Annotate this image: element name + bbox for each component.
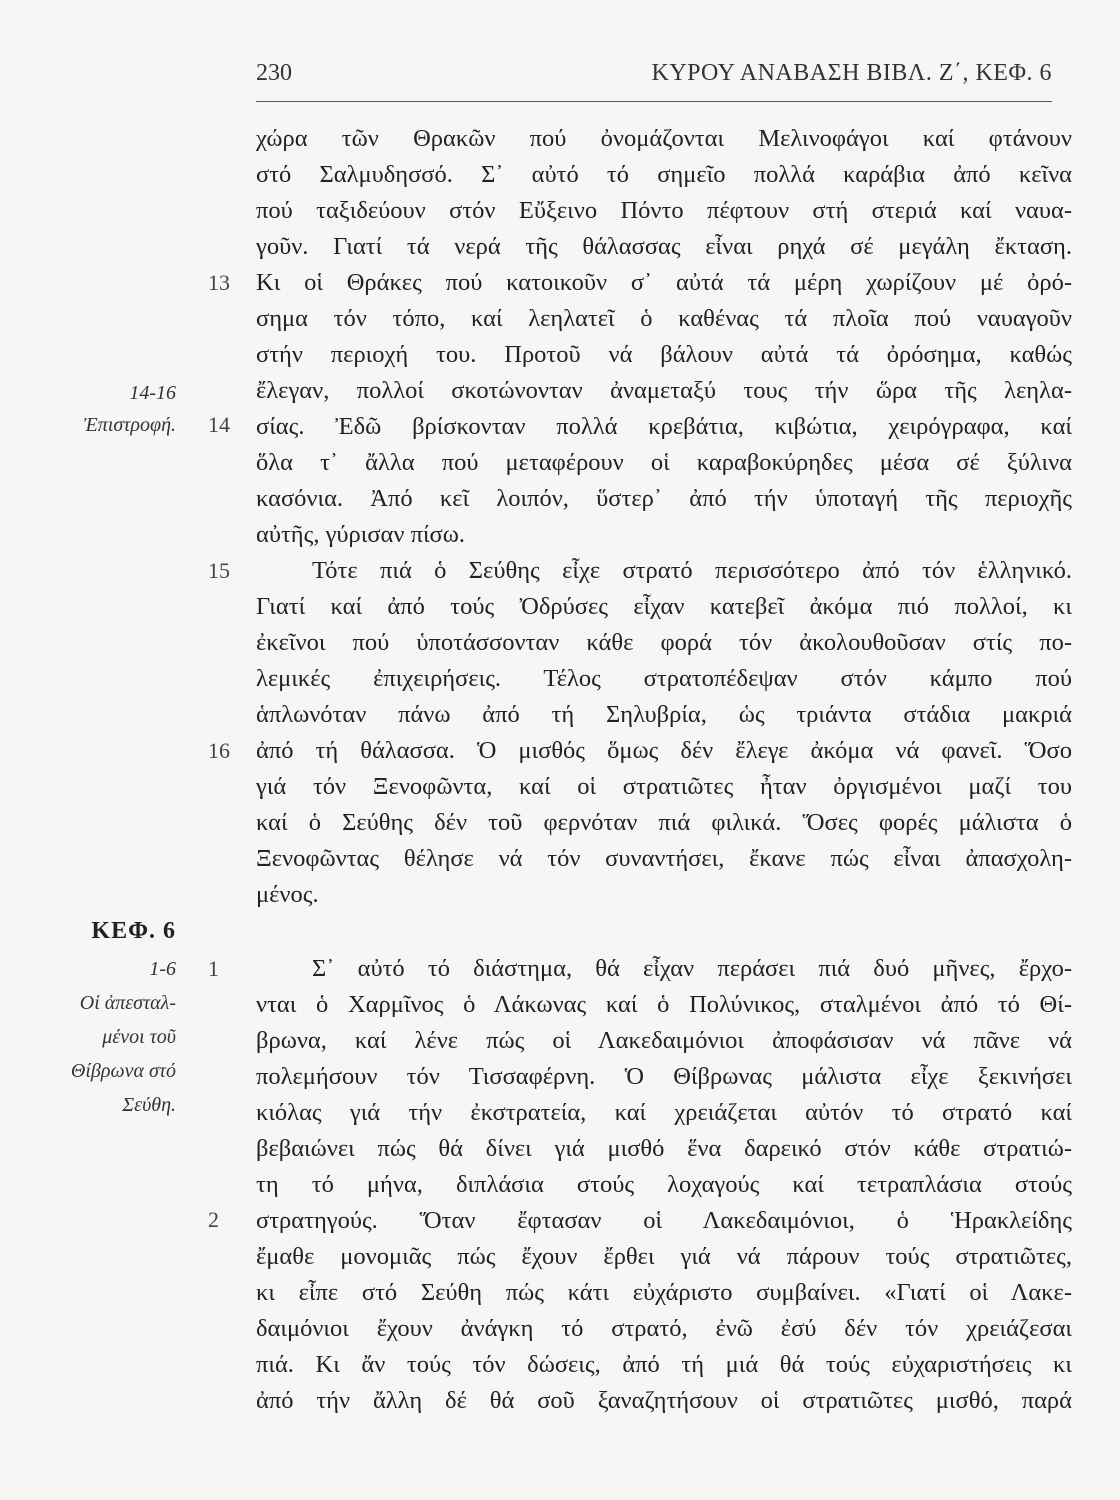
text-line: στρατηγούς. Ὅταν ἔφτασαν οἱ Λακεδαιμόνιοι, ὁ Ἡρακλείδης	[256, 1207, 1072, 1234]
text-line: Ξενοφῶντας θέλησε νά τόν συναντήσει, ἔκανε πώς εἶναι ἀπασχολη-	[256, 845, 1072, 872]
text-line: Τότε πιά ὁ Σεύθης εἶχε στρατό περισσότερο ἀπό τόν ἑλληνικό.	[312, 557, 1072, 584]
margin-note-line: μένοι τοῦ	[102, 1026, 176, 1048]
section-number: 14	[208, 412, 230, 437]
text-line: ἐκεῖνοι πού ὑποτάσσονταν κάθε φορά τόν ἀκολουθοῦσαν στίς πο-	[256, 629, 1072, 656]
text-line: σίας. Ἐδῶ βρίσκονταν πολλά κρεβάτια, κιβώτια, χειρόγραφα, καί	[256, 413, 1072, 440]
text-line: δαιμόνιοι ἔχουν ἀνάγκη τό στρατό, ἐνῶ ἐσύ δέν τόν χρειάζεσαι	[256, 1315, 1072, 1342]
section-number: 1	[208, 956, 219, 981]
text-line: κιόλας γιά τήν ἐκστρατεία, καί χρειάζεται αὐτόν τό στρατό καί	[256, 1099, 1072, 1126]
text-line: νται ὁ Χαρμῖνος ὁ Λάκωνας καί ὁ Πολύνικος, σταλμένοι ἀπό τό Θί-	[256, 991, 1072, 1018]
margin-note-label: Ἐπιστροφή.	[83, 414, 176, 436]
margin-note-line: Οἱ ἀπεσταλ-	[79, 992, 176, 1014]
text-line: ὅλα τ᾽ ἄλλα πού μεταφέρουν οἱ καραβοκύρηδες μέσα σέ ξύλινα	[256, 449, 1072, 476]
section-number: 2	[208, 1207, 219, 1232]
text-line: σημα τόν τόπο, καί λεηλατεῖ ὁ καθένας τά πλοῖα πού ναυαγοῦν	[256, 305, 1072, 332]
text-line: καί ὁ Σεύθης δέν τοῦ φερνόταν πιά φιλικά. Ὅσες φορές μάλιστα ὁ	[256, 809, 1072, 836]
text-line: ἁπλωνόταν πάνω ἀπό τή Σηλυβρία, ὡς τριάντα στάδια μακριά	[256, 701, 1072, 728]
text-line: κασόνια. Ἀπό κεῖ λοιπόν, ὕστερ᾽ ἀπό τήν ὑποταγή τῆς περιοχῆς	[256, 485, 1072, 512]
text-line: τη τό μήνα, διπλάσια στούς λοχαγούς καί τετραπλάσια στούς	[256, 1171, 1072, 1198]
text-line: βρωνα, καί λένε πώς οἱ Λακεδαιμόνιοι ἀποφάσισαν νά πᾶνε νά	[256, 1027, 1072, 1054]
page-number: 230	[256, 60, 292, 86]
text-line: πού ταξιδεύουν στόν Εὔξεινο Πόντο πέφτουν στή στεριά καί ναυα-	[256, 197, 1072, 224]
text-line: βεβαιώνει πώς θά δίνει γιά μισθό ἕνα δαρεικό στόν κάθε στρατιώ-	[256, 1135, 1072, 1162]
running-title: ΚΥΡΟΥ ΑΝΑΒΑΣΗ ΒΙΒΛ. Ζ΄, ΚΕΦ. 6	[651, 60, 1052, 86]
text-line: ἀπό τή θάλασσα. Ὁ μισθός ὅμως δέν ἔλεγε ἀκόμα νά φανεῖ. Ὅσο	[256, 737, 1072, 764]
text-line: Σ᾽ αὐτό τό διάστημα, θά εἶχαν περάσει πιά δυό μῆνες, ἔρχο-	[312, 955, 1072, 982]
text-line: γοῦν. Γιατί τά νερά τῆς θάλασσας εἶναι ρηχά σέ μεγάλη ἔκταση.	[256, 233, 1072, 260]
margin-note-range: 14-16	[129, 382, 176, 404]
text-line: Γιατί καί ἀπό τούς Ὀδρύσες εἶχαν κατεβεῖ ἀκόμα πιό πολλοί, κι	[256, 593, 1072, 620]
text-line: Κι οἱ Θράκες πού κατοικοῦν σ᾽ αὐτά τά μέρη χωρίζουν μέ ὀρό-	[256, 269, 1072, 296]
text-line: κι εἶπε στό Σεύθη πώς κάτι εὐχάριστο συμβαίνει. «Γιατί οἱ Λακε-	[256, 1279, 1072, 1306]
text-line: ἀπό τήν ἄλλη δέ θά σοῦ ξαναζητήσουν οἱ στρατιῶτες μισθό, παρά	[256, 1387, 1072, 1414]
section-number: 15	[208, 558, 230, 583]
text-line: πολεμήσουν τόν Τισσαφέρνη. Ὁ Θίβρωνας μάλιστα εἶχε ξεκινήσει	[256, 1063, 1072, 1090]
text-line: αὐτῆς, γύρισαν πίσω.	[256, 521, 466, 548]
text-line: πιά. Κι ἄν τούς τόν δώσεις, ἀπό τή μιά θά τούς εὐχαριστήσεις κι	[256, 1351, 1072, 1378]
margin-note-line: Θίβρωνα στό	[70, 1060, 176, 1082]
text-line: στήν περιοχή του. Προτοῦ νά βάλουν αὐτά τά ὀρόσημα, καθώς	[256, 341, 1072, 368]
text-line: μένος.	[256, 881, 319, 908]
text-line: ἔμαθε μονομιᾶς πώς ἔχουν ἔρθει γιά νά πάρουν τούς στρατιῶτες,	[256, 1243, 1072, 1270]
margin-note-line: Σεύθη.	[122, 1094, 176, 1116]
text-line: στό Σαλμυδησσό. Σ᾽ αὐτό τό σημεῖο πολλά καράβια ἀπό κεῖνα	[256, 161, 1072, 188]
running-header	[256, 60, 1052, 90]
margin-note-range: 1-6	[149, 958, 176, 980]
header-rule	[256, 101, 1052, 102]
text-line: λεμικές ἐπιχειρήσεις. Τέλος στρατοπέδεψαν στόν κάμπο πού	[256, 665, 1072, 692]
section-number: 16	[208, 738, 230, 763]
text-line: γιά τόν Ξενοφῶντα, καί οἱ στρατιῶτες ἦταν ὀργισμένοι μαζί του	[256, 773, 1072, 800]
text-line: χώρα τῶν Θρακῶν πού ὀνομάζονται Μελινοφάγοι καί φτάνουν	[256, 125, 1072, 152]
chapter-heading: ΚΕΦ. 6	[91, 918, 176, 944]
section-number: 13	[208, 270, 230, 295]
text-line: ἔλεγαν, πολλοί σκοτώνονταν ἀναμεταξύ τους τήν ὥρα τῆς λεηλα-	[256, 377, 1072, 404]
